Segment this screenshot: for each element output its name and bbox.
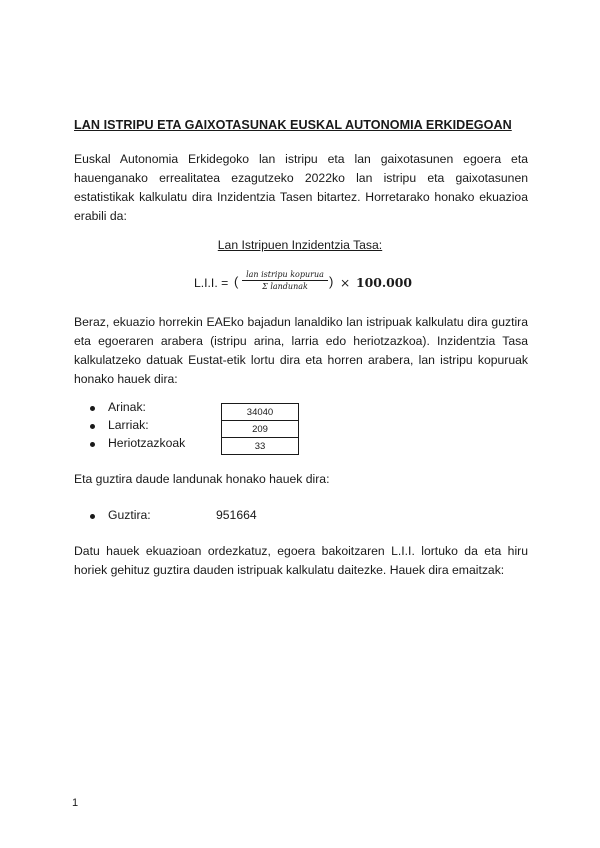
bullet-icon	[90, 514, 95, 519]
equation-label: Lan Istripuen Inzidentzia Tasa:	[217, 238, 383, 252]
table-cell: 209	[222, 421, 299, 438]
workers-label: Guztira:	[108, 508, 151, 522]
formula-paren-close: )	[329, 274, 334, 289]
formula-lhs: L.I.I. =	[194, 276, 229, 290]
table-row	[222, 404, 299, 421]
bullet-icon	[90, 406, 95, 411]
guztira-intro-paragraph: Eta guztira daude landunak honako hauek dira:	[74, 472, 330, 486]
formula-fraction	[242, 270, 328, 291]
intro-paragraph: Euskal Autonomia Erkidegoko lan istripu eta lan gaixotasunen egoera eta hauenganako errealitatea ezagutzeko 2022ko lan istripu eta gaixotasunen estatistikak kalkulatu dira Inzidentzia Tasen bitartez. Horretarako honako ekuazioa erabili da:	[74, 152, 528, 223]
table-cell: 33	[222, 438, 299, 455]
table-row	[222, 438, 299, 455]
table-row	[222, 421, 299, 438]
workers-value: 951664	[216, 508, 257, 522]
table-cell: 34040	[222, 404, 299, 421]
formula-times: ×	[340, 276, 351, 290]
accident-label: Heriotzazkoak	[108, 436, 186, 450]
accident-label: Larriak:	[108, 418, 149, 432]
incidence-formula	[194, 270, 434, 300]
page-number: 1	[72, 797, 79, 809]
document-title: LAN ISTRIPU ETA GAIXOTASUNAK EUSKAL AUTONOMIA ERKIDEGOAN	[74, 118, 512, 132]
formula-denominator: Σ landunak	[262, 282, 308, 291]
accident-values-table	[221, 403, 299, 455]
datu-paragraph: Datu hauek ekuazioan ordezkatuz, egoera bakoitzaren L.I.I. lortuko da eta hiru horiek gehituz guztira dauden istripuak kalkulatu daitezke. Hauek dira emaitzak:	[74, 544, 528, 577]
bullet-icon	[90, 424, 95, 429]
formula-paren-open: (	[234, 274, 239, 289]
formula-numerator: lan istripu kopurua	[242, 270, 328, 281]
accident-label: Arinak:	[108, 400, 146, 414]
beraz-paragraph: Beraz, ekuazio horrekin EAEko bajadun lanaldiko lan istripuak kalkulatu dira guztira eta egoeraren arabera (istripu arina, larria edo heriotzazkoa). Inzidentzia Tasa kalkulatzeko datuak Eustat-etik lortu dira eta horren arabera, lan istripu kopuruak honako hauek dira:	[74, 315, 528, 386]
formula-multiplier: 100.000	[356, 275, 413, 290]
bullet-icon	[90, 442, 95, 447]
